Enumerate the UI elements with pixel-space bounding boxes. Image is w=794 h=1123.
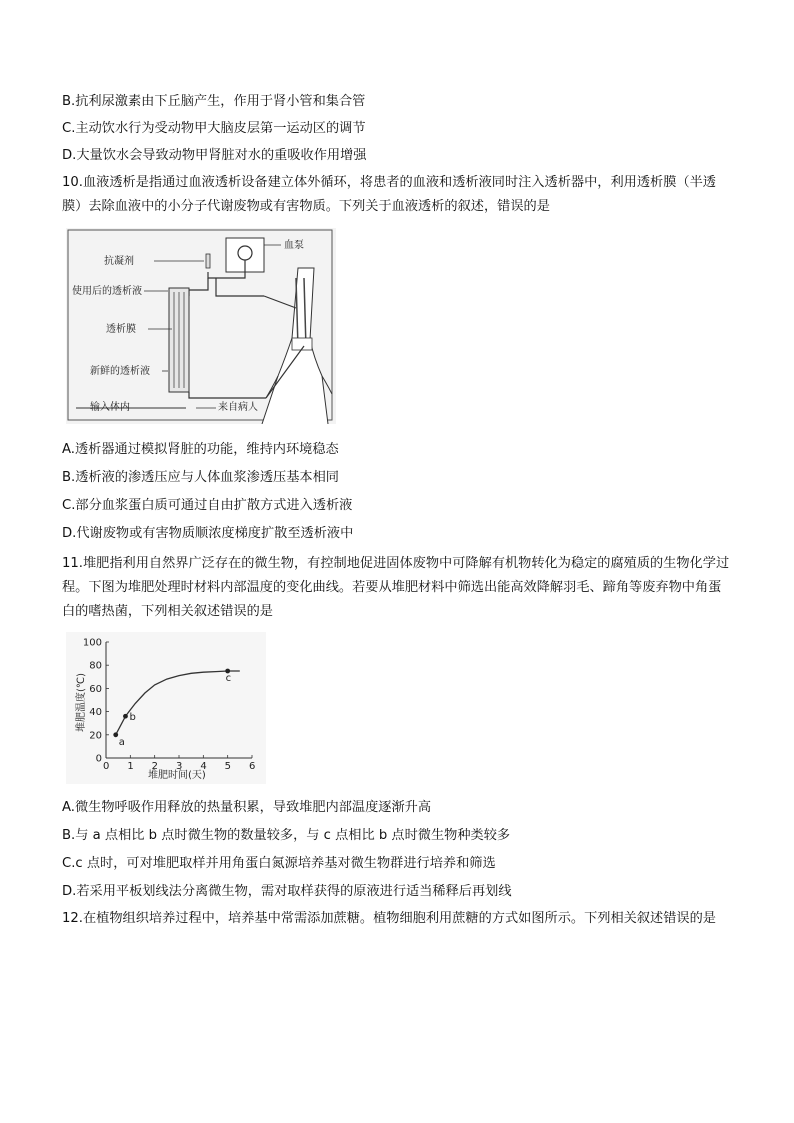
label-from-patient: 来自病人 (218, 402, 258, 413)
chart-x-label: 堆肥时间(天) (148, 770, 206, 781)
anticoagulant-syringe-icon (206, 254, 210, 268)
point-a (113, 732, 118, 737)
y-tick-label: 100 (82, 637, 102, 649)
y-tick-label: 0 (95, 753, 102, 765)
dialysis-figure (66, 228, 336, 424)
y-tick-label: 60 (89, 683, 102, 695)
q10-option-a: A.透析器通过模拟肾脏的功能，维持内环境稳态 (62, 442, 339, 457)
label-to-body: 输入体内 (90, 402, 130, 413)
label-fresh-fluid: 新鲜的透析液 (90, 366, 150, 377)
label-anticoagulant: 抗凝剂 (104, 256, 134, 267)
q10-option-b: B.透析液的渗透压应与人体血浆渗透压基本相同 (62, 470, 339, 485)
x-tick-label: 5 (224, 761, 232, 772)
q9-option-d: D.大量饮水会导致动物甲肾脏对水的重吸收作用增强 (62, 148, 367, 163)
q10-option-c: C.部分血浆蛋白质可通过自由扩散方式进入透析液 (62, 498, 353, 513)
x-tick-label: 2 (151, 761, 159, 772)
chart-y-label: 堆肥温度(℃) (76, 672, 87, 732)
q11-option-c: C.c 点时，可对堆肥取样并用角蛋白氮源培养基对微生物群进行培养和筛选 (62, 856, 496, 871)
compost-chart-svg (66, 632, 266, 784)
q11-stem: 11.堆肥指利用自然界广泛存在的微生物，有控制地促进固体废物中可降解有机物转化为稳定的腐殖质的生物化学过程。下图为堆肥处理时材料内部温度的变化曲线。若要从堆肥材料中筛选出能高效降解羽毛、蹄角等废弃物中角蛋白的嗜热菌，下列相关叙述错误的是 (62, 556, 730, 619)
q11-option-b: B.与 a 点相比 b 点时微生物的数量较多，与 c 点相比 b 点时微生物种类较多 (62, 828, 511, 843)
dialysis-diagram (66, 228, 336, 424)
label-membrane: 透析膜 (106, 324, 136, 335)
point-label-a: a (118, 736, 125, 748)
x-tick-label: 4 (200, 761, 207, 772)
q12-stem: 12.在植物组织培养过程中，培养基中常需添加蔗糖。植物细胞利用蔗糖的方式如图所示。下列相关叙述错误的是 (62, 911, 716, 926)
y-tick-label: 20 (89, 730, 102, 742)
y-tick-label: 80 (89, 660, 102, 672)
point-label-c: c (225, 673, 232, 684)
y-tick-label: 40 (89, 707, 102, 719)
q9-option-c: C.主动饮水行为受动物甲大脑皮层第一运动区的调节 (62, 121, 366, 136)
q11-option-a: A.微生物呼吸作用释放的热量积累，导致堆肥内部温度逐渐升高 (62, 800, 432, 815)
q9-option-b: B.抗利尿激素由下丘脑产生，作用于肾小管和集合管 (62, 94, 366, 109)
point-label-b: b (129, 712, 136, 724)
q10-stem: 10.血液透析是指通过血液透析设备建立体外循环，将患者的血液和透析液同时注入透析器中，利用透析膜（半透膜）去除血液中的小分子代谢废物或有害物质。下列关于血液透析的叙述，错误的是 (62, 175, 716, 214)
label-used-fluid: 使用后的透析液 (72, 286, 142, 297)
q10-option-d: D.代谢废物或有害物质顺浓度梯度扩散至透析液中 (62, 526, 354, 541)
x-tick-label: 6 (249, 761, 256, 772)
x-tick-label: 0 (103, 761, 110, 772)
compost-chart (66, 632, 266, 784)
x-tick-label: 3 (176, 761, 183, 772)
q11-option-d: D.若采用平板划线法分离微生物，需对取样获得的原液进行适当稀释后再划线 (62, 884, 512, 899)
point-b (123, 714, 128, 719)
label-pump: 血泵 (284, 240, 304, 251)
x-tick-label: 1 (127, 761, 134, 772)
